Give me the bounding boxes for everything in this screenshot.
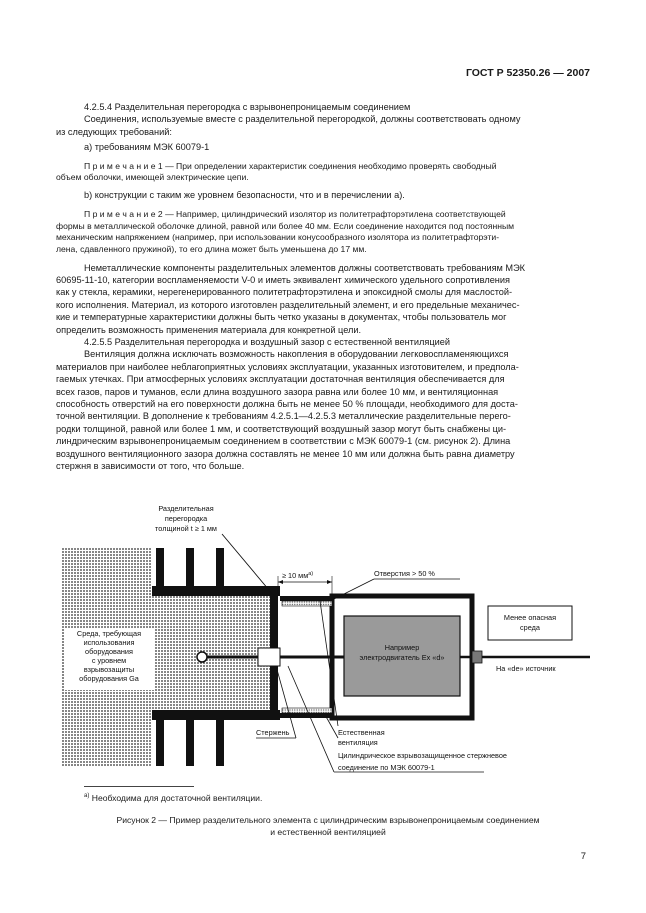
gap-arrow-right-icon <box>327 580 332 584</box>
paragraph-line: Вентиляция должна исключать возможность накопления в оборудовании легковоспламеняющихся <box>84 349 509 360</box>
paragraph-line: определить возможность применения материала для конкретной цели. <box>56 324 362 335</box>
section-heading-4-2-5-4: 4.2.5.4 Разделительная перегородка с взрывонепроницаемым соединением <box>84 102 411 112</box>
vent-label-2: вентиляция <box>338 738 378 747</box>
paragraph-line: гаемых утечках. При атмосферных условиях эксплуатации достаточная вентиляция обеспечивается для <box>56 374 505 385</box>
wall-bottom-1 <box>156 712 164 766</box>
paragraph-line: материалов при наиболее неблагоприятных условиях эксплуатации, указанных изготовителем, и предпола- <box>56 361 519 372</box>
enclosure-top-link <box>280 596 334 601</box>
wall-gap-bottom <box>152 712 270 766</box>
joint-label-2: соединение по МЭК 60079-1 <box>338 763 435 772</box>
note-2 <box>84 209 590 221</box>
paragraph-line: воздушного вентиляционного зазора должна составлять не менее 10 мм или должна быть равна диаметру <box>56 448 515 459</box>
list-item-a: а) требованиям МЭК 60079-1 <box>84 142 210 153</box>
partition-label-2: перегородка <box>164 514 208 523</box>
env-label-6: оборудования Ga <box>79 674 139 683</box>
note-line: лена, сдавленного пружиной), то его длина может быть уменьшена до 17 мм. <box>56 244 367 254</box>
vent-holes-top <box>282 601 332 606</box>
env-label-3: оборудования <box>85 647 133 656</box>
figure-caption <box>70 815 586 838</box>
gap-label: ≥ 10 $мм^{а)}$ <box>282 571 314 580</box>
footnote <box>84 793 262 803</box>
note-line: объем оболочки, имеющей электрические цепи. <box>56 172 249 183</box>
footnote-text: Необходима для достаточной вентиляции. <box>89 793 263 803</box>
motor-label-2: электродвигатель Ex «d» <box>359 653 445 662</box>
main-text <box>56 101 590 473</box>
wall-bottom-3 <box>216 712 224 766</box>
paragraph-line: кого исполнения. Материал, из которого изготовлен разделительный элемент, и его предельные механичес- <box>56 299 520 310</box>
paragraph-line: стержня в зависимости от того, что больше. <box>56 461 245 472</box>
partition-label-1: Разделительная <box>158 504 214 513</box>
housing-top-bar <box>152 586 280 596</box>
list-item-b: b) конструкции с таким же уровнем безопасности, что и в перечислении а). <box>84 189 405 200</box>
paragraph-line: Соединения, используемые вместе с разделительной перегородкой, должны соответствовать одному <box>84 114 521 125</box>
paragraph-line: линдрическим взрывонепроницаемым соединением в соответствии с МЭК 60079-1 (см. рисунок 2). Длина <box>56 436 511 447</box>
paragraph-line: из следующих требований: <box>56 126 172 137</box>
partition-label-3: толщиной t ≥ 1 мм <box>155 524 217 533</box>
note-line: формы в металлической оболочке длиной, равной или более 40 мм. Если соединение находится под постоянным <box>56 220 515 231</box>
note-text: — Например, цилиндрический изолятор из политетрафторэтилена соответствующей <box>162 209 506 220</box>
paragraph-line: Неметаллические компоненты разделительных элементов должны соответствовать требованиям МЭК <box>84 262 526 273</box>
note-label: П р и м е ч а н и е 1 <box>84 160 163 171</box>
paragraph-line: 60695-11-10, категории воспламеняемости V-0 и иметь эквивалент химического удельного сопротивления <box>56 275 510 285</box>
enclosure-bottom-link <box>280 713 334 718</box>
rod-label: Стержень <box>256 728 290 737</box>
paragraph-line: родки толщиной, равной или более 1 мм, и соответствующий воздушный зазор могут быть снабжены ци- <box>56 423 507 434</box>
note-1 <box>84 161 590 173</box>
vent-label-1: Естественная <box>338 728 385 737</box>
figure-2-diagram <box>56 500 590 780</box>
paragraph-line: способность отверстий на его поверхности должна быть не менее 50 % площади, необходимого для доста- <box>56 399 518 410</box>
env-label-5: взрывозащиты <box>83 665 135 674</box>
env-label-1: Среда, требующая <box>76 629 142 638</box>
housing-bottom-bar <box>152 710 280 720</box>
note-text: — При определении характеристик соединения необходимо проверять свободный <box>162 160 497 171</box>
footnote-mark: а) <box>84 793 90 800</box>
section-heading-4-2-5-5: 4.2.5.5 Разделительная перегородка и воздушный зазор с естественной вентиляцией <box>84 337 450 348</box>
joint-label-1: Цилиндрическое взрывозащищенное стержневое <box>338 751 507 760</box>
note-label: П р и м е ч а н и е 2 <box>84 209 163 220</box>
caption-line-2: и естественной вентиляцией <box>270 826 386 837</box>
page-number: 7 <box>580 851 586 862</box>
motor-label-1: Например <box>384 643 420 652</box>
footnote-separator <box>84 786 194 787</box>
less-hazard-label-2: среда <box>520 623 540 632</box>
paragraph-line: всех газов, паров и туманов, если длина воздушного зазора равна или более 10 мм, и вентиляционная <box>56 386 499 397</box>
env-label-4: с уровнем <box>91 656 127 665</box>
wall-bottom-2 <box>186 712 194 766</box>
caption-line-1: Рисунок 2 — Пример разделительного элемента с цилиндрическим взрывонепроницаемым соединением <box>116 815 540 825</box>
gap-arrow-left-icon <box>278 580 283 584</box>
holes-label: Отверстия > 50 % <box>374 569 435 578</box>
env-label-2: использования <box>83 638 135 647</box>
rod-joint <box>258 648 280 666</box>
paragraph-line: точной вентиляции. В дополнение к требованиям 4.2.5.1—4.2.5.3 металлические разделительные перего- <box>56 411 511 422</box>
source-label: На «de» источник <box>496 664 556 673</box>
document-header: ГОСТ Р 52350.26 — 2007 <box>465 67 590 79</box>
rod-end-icon <box>197 652 207 662</box>
less-hazard-label-1: Менее опасная <box>503 613 557 622</box>
paragraph-line: как у стекла, керамики, нерегенерированного политетрафторэтилена и эпоксидной смолы для маслостой- <box>56 287 513 298</box>
cable-gland <box>472 651 482 663</box>
paragraph-line: кие и температурные характеристики должны быть четко указаны в документах, чтобы пользователь мог <box>56 312 507 323</box>
note-line: механическим напряжением (например, при использовании конусообразного изолятора из политетрафторэти- <box>56 232 500 243</box>
